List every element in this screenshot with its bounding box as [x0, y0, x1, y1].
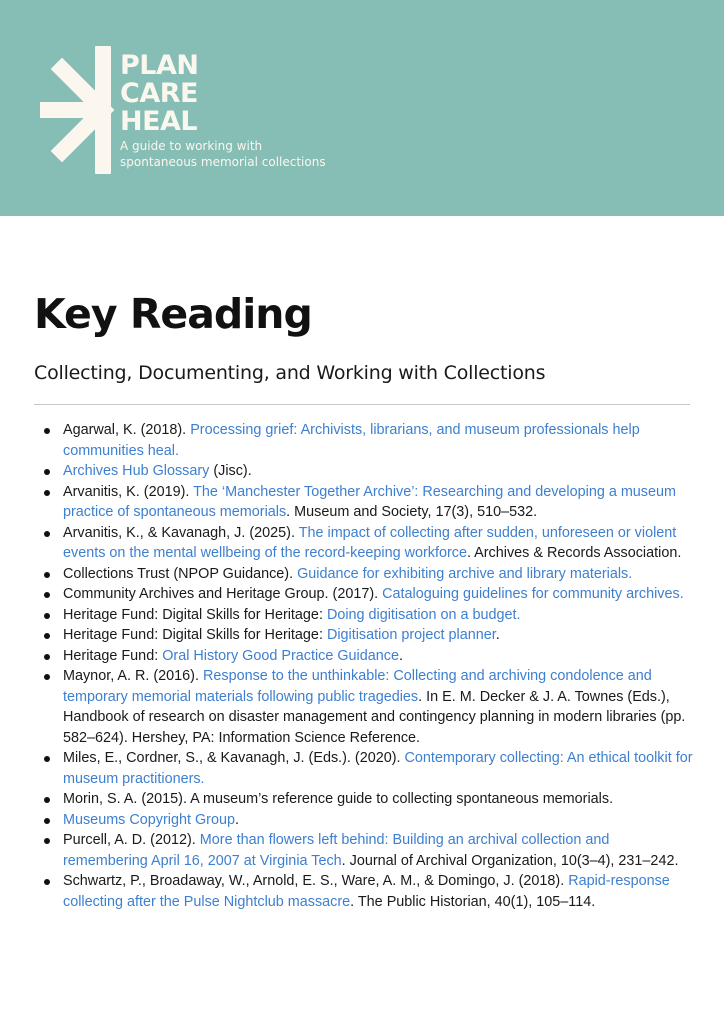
reference-link[interactable]: Guidance for exhibiting archive and library materials.: [297, 565, 633, 582]
reference-link[interactable]: Doing digitisation on a budget.: [326, 606, 521, 623]
reference-item: [34, 748, 694, 789]
brand-wordmark: [120, 52, 199, 136]
reference-link[interactable]: More than flowers left behind: Building an archival collection and remembering April 16, 2007 at Virginia Tech: [63, 832, 610, 869]
reference-link[interactable]: Cataloguing guidelines for community archives.: [382, 586, 684, 602]
reference-item: [34, 871, 694, 912]
reference-item: [34, 482, 694, 523]
reference-link[interactable]: The impact of collecting after sudden, unforeseen or violent events on the mental wellbeing of the record-keeping workforce: [63, 524, 677, 561]
reference-text: Arvanitis, K., & Kavanagh, J. (2025).: [63, 524, 299, 541]
reference-link[interactable]: Processing grief: Archivists, librarians, and museum professionals help communities heal.: [63, 422, 640, 459]
reference-text: Arvanitis, K. (2019).: [63, 483, 194, 500]
brand-tagline-line: spontaneous memorial collections: [120, 155, 326, 169]
reference-text: Morin, S. A. (2015). A museum’s reference guide to collecting spontaneous memorials.: [63, 791, 614, 807]
reference-item: [34, 789, 694, 810]
reference-item: [34, 625, 694, 646]
reference-text: .: [234, 811, 239, 828]
reference-item: [34, 646, 694, 667]
page-title: Key Reading: [34, 290, 312, 338]
reference-list: [34, 420, 694, 912]
reference-text: (Jisc).: [209, 463, 252, 479]
divider: [34, 404, 690, 405]
header-banner: [0, 0, 724, 216]
reference-text: Heritage Fund: Digital Skills for Heritage:: [63, 606, 327, 623]
reference-text: Community Archives and Heritage Group. (2017).: [63, 586, 383, 602]
reference-item: [34, 523, 694, 564]
reference-text: Heritage Fund:: [63, 647, 163, 664]
reference-text: Collections Trust (NPOP Guidance).: [63, 565, 298, 582]
reference-item: [34, 830, 694, 871]
reference-text: . In E. M. Decker & J. A. Townes (Eds.), Handbook of research on disaster management and contingency planning in modern libraries (pp. 582–624). Hershey, PA: Information Science Reference.: [63, 688, 686, 746]
reference-item: [34, 666, 694, 748]
reference-text: Maynor, A. R. (2016).: [63, 668, 203, 684]
reference-text: .: [495, 627, 500, 643]
brand-tagline-line: A guide to working with: [120, 139, 263, 153]
reference-text: . Journal of Archival Organization, 10(3–4), 231–242.: [341, 852, 679, 869]
reference-link[interactable]: Archives Hub Glossary: [63, 463, 210, 479]
reference-item: [34, 420, 694, 461]
reference-link[interactable]: Museums Copyright Group: [63, 811, 235, 828]
reference-text: Schwartz, P., Broadaway, W., Arnold, E. S., Ware, A. M., & Domingo, J. (2018).: [63, 873, 569, 889]
reference-text: . The Public Historian, 40(1), 105–114.: [350, 893, 596, 910]
reference-item: [34, 605, 694, 626]
brand-word: HEAL: [120, 106, 198, 137]
reference-link[interactable]: Response to the unthinkable: Collecting and archiving condolence and temporary memorial materials following public tragedies: [63, 668, 652, 705]
reference-link[interactable]: Oral History Good Practice Guidance: [162, 647, 399, 664]
reference-link[interactable]: Rapid-response collecting after the Pulse Nightclub massacre: [63, 873, 670, 910]
reference-link[interactable]: Digitisation project planner: [326, 627, 496, 643]
reference-text: Agarwal, K. (2018).: [63, 422, 191, 438]
reference-item: [34, 564, 694, 585]
brand-tagline: [120, 138, 326, 170]
section-subtitle: Collecting, Documenting, and Working with Collections: [34, 362, 546, 384]
reference-text: Miles, E., Cordner, S., & Kavanagh, J. (Eds.). (2020).: [63, 750, 405, 766]
reference-text: .: [398, 647, 403, 664]
reference-item: [34, 584, 694, 605]
reference-text: Heritage Fund: Digital Skills for Heritage:: [63, 627, 327, 643]
reference-link[interactable]: The ‘Manchester Together Archive’: Researching and developing a museum practice of spontaneous memorials: [63, 483, 677, 520]
reference-text: . Museum and Society, 17(3), 510–532.: [286, 504, 538, 520]
reference-item: [34, 461, 694, 482]
brand-word: PLAN: [120, 50, 199, 81]
asterisk-burst-icon: [40, 46, 114, 174]
reference-item: [34, 810, 694, 831]
reference-text: . Archives & Records Association.: [466, 545, 682, 561]
reference-text: Purcell, A. D. (2012).: [63, 832, 200, 848]
brand-word: CARE: [120, 78, 198, 109]
reference-link[interactable]: Contemporary collecting: An ethical toolkit for museum practitioners.: [63, 750, 693, 787]
